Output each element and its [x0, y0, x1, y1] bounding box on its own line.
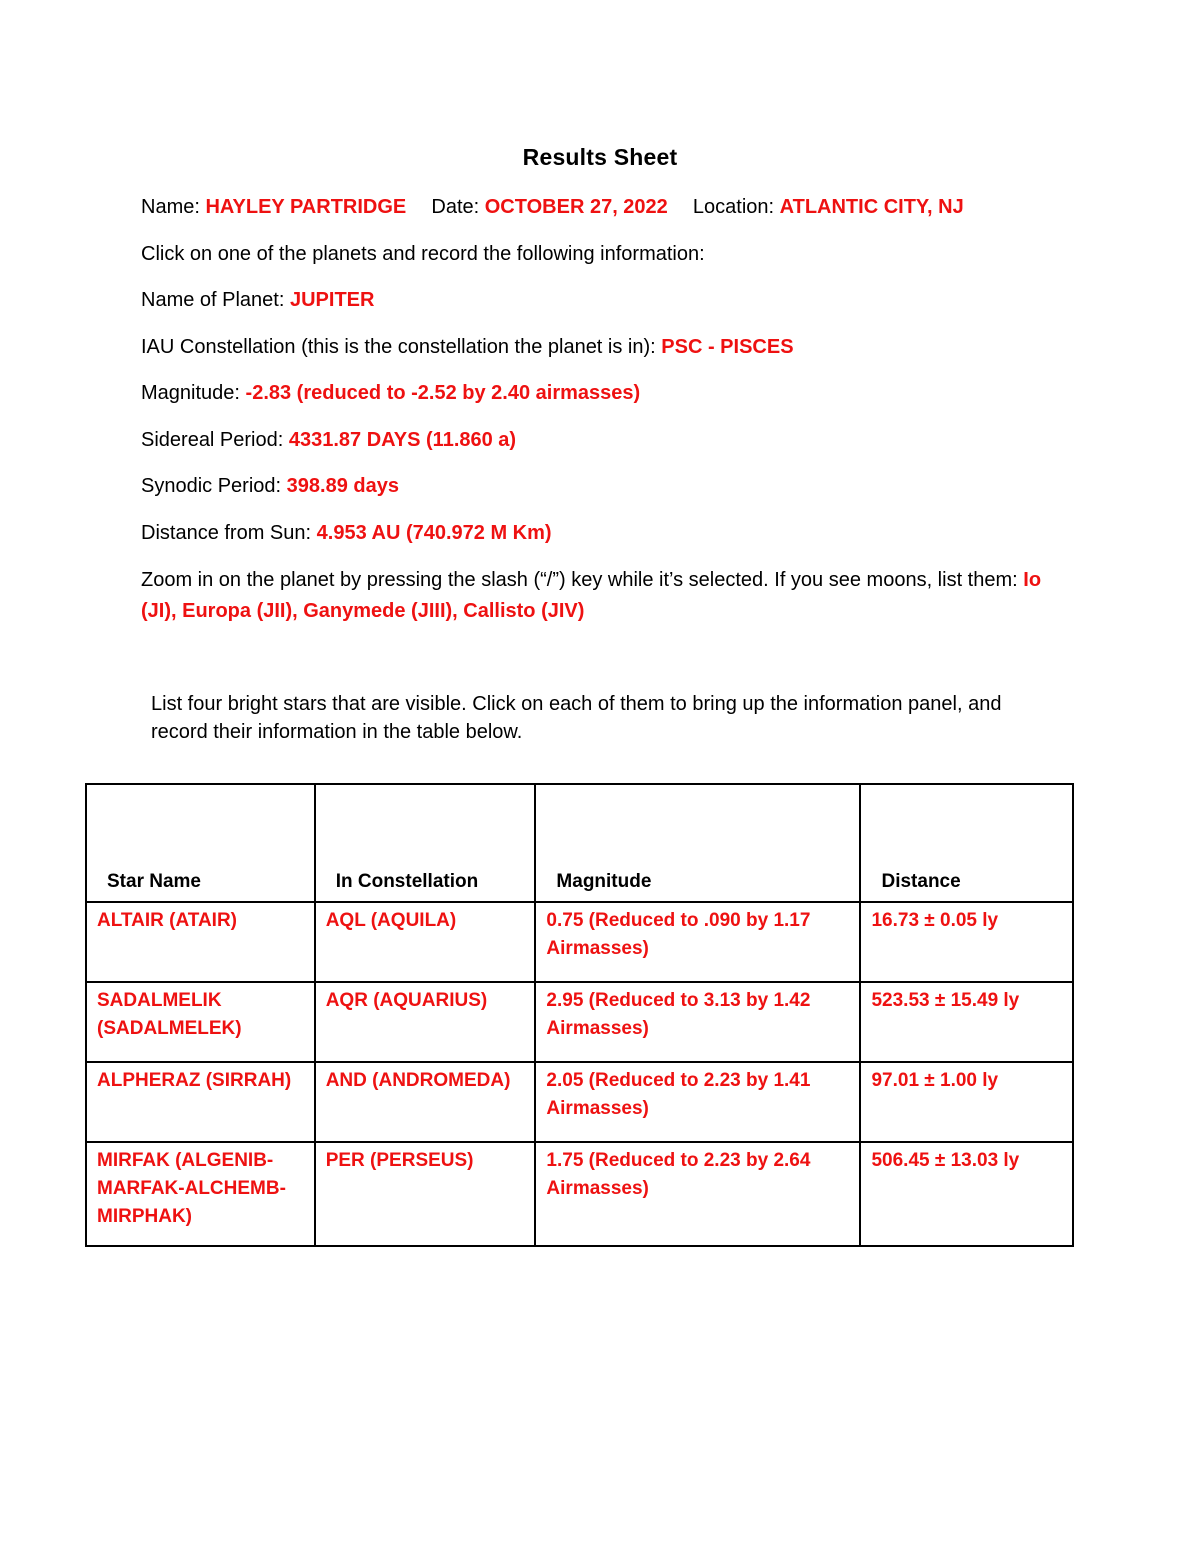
cell-distance: 16.73 ± 0.05 ly	[860, 902, 1073, 982]
planet-distance-label: Distance from Sun:	[141, 522, 312, 544]
header-distance: Distance	[860, 784, 1073, 902]
planet-magnitude-label: Magnitude:	[141, 382, 240, 404]
header-constellation: In Constellation	[315, 784, 536, 902]
planet-name-label: Name of Planet:	[141, 289, 285, 311]
header-magnitude: Magnitude	[535, 784, 860, 902]
cell-distance: 506.45 ± 13.03 ly	[860, 1142, 1073, 1246]
planet-distance-value: 4.953 AU (740.972 M Km)	[316, 522, 552, 544]
cell-distance: 97.01 ± 1.00 ly	[860, 1062, 1073, 1142]
planet-name-value: JUPITER	[289, 289, 375, 311]
planet-synodic-label: Synodic Period:	[141, 475, 282, 497]
planet-sidereal-label: Sidereal Period:	[141, 429, 284, 451]
cell-constellation: AQR (AQUARIUS)	[315, 982, 536, 1062]
planet-synodic-value: 398.89 days	[286, 475, 399, 497]
planet-constellation-line	[141, 336, 794, 359]
header-line	[141, 196, 964, 219]
cell-magnitude: 2.95 (Reduced to 3.13 by 1.42 Airmasses)	[535, 982, 860, 1062]
date-label: Date:	[431, 196, 480, 218]
table-row	[86, 982, 1073, 1062]
header-star-name: Star Name	[86, 784, 315, 902]
table-row	[86, 1062, 1073, 1142]
stars-intro-paragraph: List four bright stars that are visible. Click on each of them to bring up the information panel, and record their information in the table below.	[151, 693, 1002, 743]
cell-constellation: AND (ANDROMEDA)	[315, 1062, 536, 1142]
location-value: ATLANTIC CITY, NJ	[779, 196, 964, 218]
cell-star-name: ALPHERAZ (SIRRAH)	[86, 1062, 315, 1142]
planet-sidereal-value: 4331.87 DAYS (11.860 a)	[288, 429, 517, 451]
cell-magnitude: 1.75 (Reduced to 2.23 by 2.64 Airmasses)	[535, 1142, 860, 1246]
planet-distance-line	[141, 522, 552, 545]
planet-magnitude-line	[141, 382, 640, 405]
planet-moons-value: Io (JI), Europa (JII), Ganymede (JIII), Callisto (JIV)	[141, 569, 1042, 622]
instruction-text: Click on one of the planets and record the following information:	[141, 243, 705, 265]
planet-constellation-label: IAU Constellation (this is the constellation the planet is in):	[141, 336, 656, 358]
table-row	[86, 1142, 1073, 1246]
planet-name-line	[141, 289, 374, 312]
cell-magnitude: 0.75 (Reduced to .090 by 1.17 Airmasses)	[535, 902, 860, 982]
planet-magnitude-value: -2.83 (reduced to -2.52 by 2.40 airmasses)	[245, 382, 641, 404]
cell-star-name: MIRFAK (ALGENIB-MARFAK-ALCHEMB-MIRPHAK)	[86, 1142, 315, 1246]
cell-distance: 523.53 ± 15.49 ly	[860, 982, 1073, 1062]
name-label: Name:	[141, 196, 200, 218]
cell-constellation: PER (PERSEUS)	[315, 1142, 536, 1246]
location-label: Location:	[692, 196, 775, 218]
cell-magnitude: 2.05 (Reduced to 2.23 by 1.41 Airmasses)	[535, 1062, 860, 1142]
stars-table	[85, 783, 1074, 1247]
table-row	[86, 902, 1073, 982]
planet-moons-label: Zoom in on the planet by pressing the slash (“/”) key while it’s selected. If you see moons, list them:	[141, 569, 1018, 591]
cell-star-name: ALTAIR (ATAIR)	[86, 902, 315, 982]
name-value: HAYLEY PARTRIDGE	[205, 196, 407, 218]
planet-sidereal-line	[141, 429, 516, 452]
table-header-row	[86, 784, 1073, 902]
cell-star-name: SADALMELIK (SADALMELEK)	[86, 982, 315, 1062]
planet-synodic-line	[141, 475, 399, 498]
planet-constellation-value: PSC - PISCES	[661, 336, 794, 358]
page-title: Results Sheet	[522, 144, 678, 170]
planet-moons-paragraph	[141, 565, 1061, 627]
date-value: OCTOBER 27, 2022	[484, 196, 668, 218]
cell-constellation: AQL (AQUILA)	[315, 902, 536, 982]
